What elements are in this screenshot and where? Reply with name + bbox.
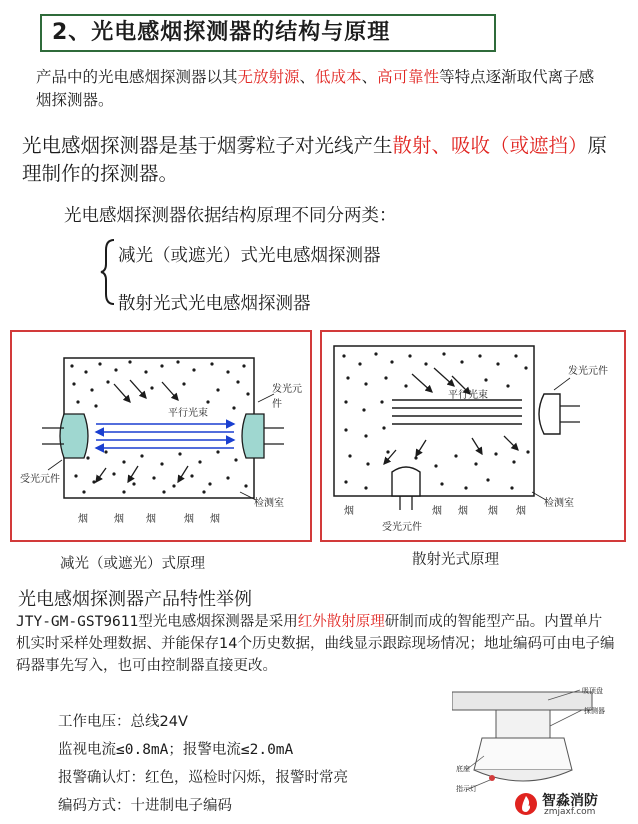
product-description-text: JTY-GM-GST9611型光电感烟探测器是采用	[16, 614, 298, 630]
smoke-label: 烟	[516, 506, 526, 517]
spec-indicator: 报警确认灯：红色，巡检时闪烁，报警时常亮	[58, 770, 348, 786]
emitter-label: 发光元件	[272, 384, 302, 410]
intro-highlight-low-cost: 低成本	[315, 68, 362, 86]
intro-text-end: 等特点逐渐取代离子感烟探测器。	[36, 68, 595, 109]
smoke-label: 烟	[184, 514, 194, 525]
smoke-label: 烟	[344, 506, 354, 517]
parallel-beam	[96, 424, 234, 448]
principle-statement	[22, 132, 622, 188]
classification-item-scattering: 散射光式光电感烟探测器	[118, 294, 311, 314]
emitter-label: 发光元件	[568, 366, 608, 377]
intro-highlight-reliability: 高可靠性	[377, 68, 440, 86]
intro-paragraph	[36, 66, 606, 112]
brace-symbol	[100, 238, 116, 306]
spec-current: 监视电流≤0.8mA；报警电流≤2.0mA	[58, 742, 294, 758]
figure-label-ceiling: 吸顶盘	[582, 687, 603, 695]
receiver-element	[392, 467, 420, 510]
smoke-label: 烟	[458, 506, 468, 517]
flame-logo-icon	[514, 792, 538, 816]
product-description-highlight: 红外散射原理	[297, 614, 385, 630]
chamber-label: 检测室	[544, 498, 574, 509]
principle-text-end: 原理制作的探测器。	[22, 134, 608, 185]
figure-label-indicator: 指示灯	[456, 785, 477, 793]
figure-label-detector: 探测器	[584, 707, 605, 715]
principle-highlight: 散射、吸收（或遮挡）	[392, 134, 588, 157]
spec-encoding: 编码方式：十进制电子编码	[58, 798, 232, 814]
smoke-label: 烟	[78, 514, 88, 525]
scattering-diagram	[320, 330, 626, 542]
principle-text: 光电感烟探测器是基于烟雾粒子对光线产生	[22, 134, 393, 157]
intro-text: 产品中的光电感烟探测器以其	[36, 68, 238, 86]
emitter-element	[539, 394, 580, 434]
classification-title: 光电感烟探测器依据结构原理不同分两类：	[64, 206, 397, 226]
smoke-label: 烟	[488, 506, 498, 517]
figure-label-base: 底座	[456, 765, 470, 773]
product-description	[16, 611, 616, 677]
smoke-particles	[70, 360, 249, 493]
watermark-url: zmjaxf.com	[544, 807, 596, 817]
smoke-particles	[342, 352, 529, 489]
watermark	[510, 788, 634, 820]
smoke-label: 烟	[114, 514, 124, 525]
receiver-label: 受光元件	[20, 474, 60, 485]
beam-label: 平行光束	[448, 390, 488, 401]
product-section-title: 光电感烟探测器产品特性举例	[18, 589, 252, 610]
receiver-element	[42, 414, 88, 458]
intro-separator: 、	[361, 68, 378, 86]
emitter-element	[242, 414, 284, 458]
smoke-label: 烟	[210, 514, 220, 525]
parallel-beam	[392, 400, 522, 424]
classification-item-obscuration: 减光（或遮光）式光电感烟探测器	[118, 246, 381, 266]
section-heading: 2、光电感烟探测器的结构与原理	[40, 14, 496, 52]
obscuration-caption: 减光（或遮光）式原理	[60, 556, 205, 572]
smoke-label: 烟	[146, 514, 156, 525]
obscuration-diagram	[10, 330, 312, 542]
intro-separator: 、	[299, 68, 316, 86]
beam-label: 平行光束	[168, 408, 208, 419]
watermark-name: 智淼消防	[542, 793, 598, 809]
intro-highlight-no-radiation: 无放射源	[237, 68, 300, 86]
smoke-label: 烟	[432, 506, 442, 517]
product-description-text-end: 研制而成的智能型产品。内置单片机实时采样处理数据、并能保存14个历史数据，曲线显示跟踪现场情况；地址编码可由电子编码器事先写入，也可由控制器直接更改。	[16, 614, 615, 674]
receiver-label: 受光元件	[382, 522, 422, 533]
chamber-label: 检测室	[254, 498, 284, 509]
scattering-caption: 散射光式原理	[412, 552, 499, 568]
spec-voltage: 工作电压：总线24V	[58, 714, 188, 730]
